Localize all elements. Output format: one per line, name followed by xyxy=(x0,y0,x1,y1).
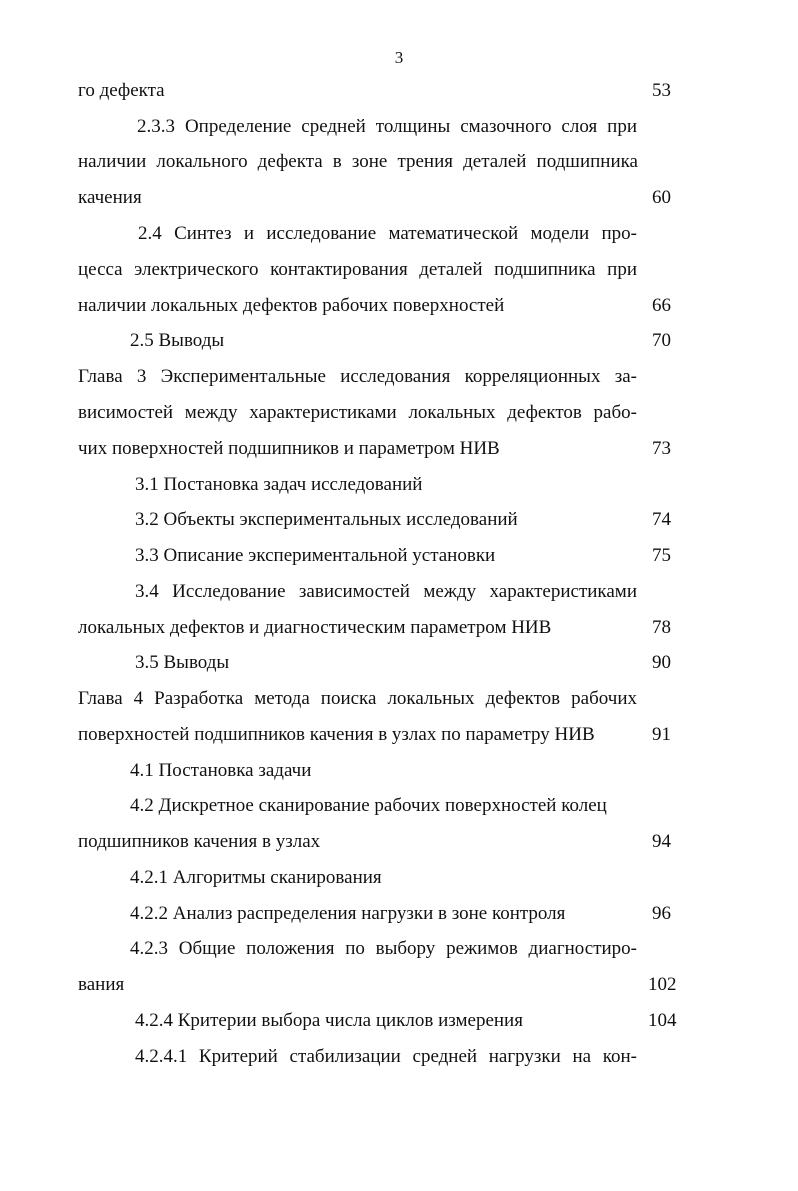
toc-entry-text: 4.2.4.1 Критерий стабилизации средней нагрузки на кон- xyxy=(135,1046,637,1067)
page-number: 3 xyxy=(394,48,404,67)
toc-entry-text: Глава 4 Разработка метода поиска локальных дефектов рабочих xyxy=(78,688,637,709)
toc-entry-text: 3.3 Описание экспериментальной установки xyxy=(135,545,496,566)
toc-entry-text: цесса электрического контактирования деталей подшипника при xyxy=(78,259,637,280)
toc-entry-text: вания xyxy=(78,974,125,995)
toc-entry-text: 4.2.1 Алгоритмы сканирования xyxy=(130,867,382,888)
toc-entry-text: 3.1 Постановка задач исследований xyxy=(135,474,423,495)
toc-page-number: 74 xyxy=(652,509,671,530)
toc-page-number: 96 xyxy=(652,903,671,924)
toc-entry-text: наличии локальных дефектов рабочих поверхностей xyxy=(78,295,505,316)
toc-entry-text: подшипников качения в узлах xyxy=(78,831,321,852)
toc-page-number: 94 xyxy=(652,831,671,852)
toc-page-number: 75 xyxy=(652,545,671,566)
toc-entry-text: 4.2.4 Критерии выбора числа циклов измерения xyxy=(135,1010,523,1031)
toc-entry-text: качения xyxy=(78,187,142,208)
toc-page-number: 53 xyxy=(652,80,671,101)
toc-entry-text: локальных дефектов и диагностическим параметром НИВ xyxy=(78,617,552,638)
toc-entry-text: 2.3.3 Определение средней толщины смазочного слоя при xyxy=(137,116,637,137)
toc-page-number: 60 xyxy=(652,187,671,208)
toc-page-number: 78 xyxy=(652,617,671,638)
toc-entry-text: 4.2 Дискретное сканирование рабочих поверхностей колец xyxy=(130,795,607,816)
toc-entry-text: 3.5 Выводы xyxy=(135,652,230,673)
toc-entry-text: висимостей между характеристиками локальных дефектов рабо- xyxy=(78,402,637,423)
toc-page-number: 90 xyxy=(652,652,671,673)
toc-entry-text: поверхностей подшипников качения в узлах по параметру НИВ xyxy=(78,724,595,745)
toc-entry-text: 4.2.3 Общие положения по выбору режимов диагностиро- xyxy=(130,938,637,959)
toc-entry-text: Глава 3 Экспериментальные исследования корреляционных за- xyxy=(78,366,637,387)
toc-entry-text: 4.1 Постановка задачи xyxy=(130,760,312,781)
toc-entry-text: 4.2.2 Анализ распределения нагрузки в зоне контроля xyxy=(130,903,566,924)
toc-entry-text: 2.4 Синтез и исследование математической модели про- xyxy=(138,223,637,244)
toc-entry-text: 3.2 Объекты экспериментальных исследований xyxy=(135,509,518,530)
toc-entry-text: чих поверхностей подшипников и параметром НИВ xyxy=(78,438,500,459)
toc-entry-text: 3.4 Исследование зависимостей между характеристиками xyxy=(135,581,637,602)
toc-page-number: 73 xyxy=(652,438,671,459)
toc-entry-text: 2.5 Выводы xyxy=(130,330,225,351)
toc-page-number: 102 xyxy=(648,974,677,995)
toc-page-number: 70 xyxy=(652,330,671,351)
toc-entry-text: го дефекта xyxy=(78,80,165,101)
toc-page-number: 66 xyxy=(652,295,671,316)
toc-page-number: 104 xyxy=(648,1010,677,1031)
toc-entry-text: наличии локального дефекта в зоне трения деталей подшипника xyxy=(78,151,638,172)
toc-page-number: 91 xyxy=(652,724,671,745)
